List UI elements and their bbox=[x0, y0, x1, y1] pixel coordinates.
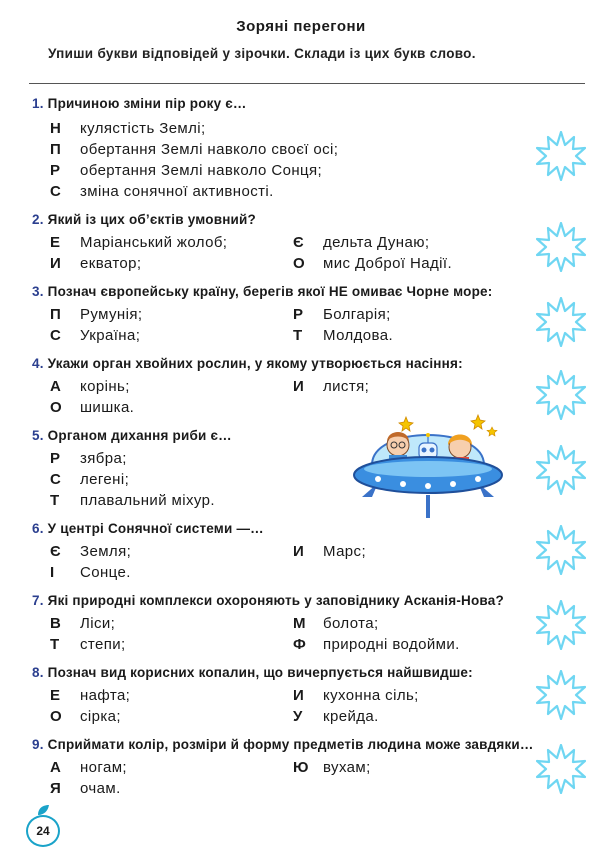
question-title: 4. Укажи орган хвойних рослин, у якому утворюється насіння: bbox=[32, 356, 463, 371]
divider bbox=[29, 83, 585, 84]
answer-star-8[interactable] bbox=[536, 670, 586, 720]
ufo-illustration bbox=[348, 405, 508, 523]
question-title: 9. Сприймати колір, розміри й форму предметів людина може завдяки… bbox=[32, 737, 534, 752]
answer-star-3[interactable] bbox=[536, 297, 586, 347]
page-number: 24 bbox=[26, 815, 60, 847]
answer-star-6[interactable] bbox=[536, 525, 586, 575]
question-title: 6. У центрі Сонячної системи —… bbox=[32, 521, 264, 536]
answer-star-9[interactable] bbox=[536, 744, 586, 794]
answer-star-4[interactable] bbox=[536, 370, 586, 420]
answer-star-7[interactable] bbox=[536, 600, 586, 650]
question-title: 2. Який із цих об’єктів умовний? bbox=[32, 212, 256, 227]
question-title: 1. Причиною зміни пір року є… bbox=[32, 96, 247, 111]
question-title: 3. Познач європейську країну, берегів якої НЕ омиває Чорне море: bbox=[32, 284, 493, 299]
answer-star-1[interactable] bbox=[536, 131, 586, 181]
question-title: 8. Познач вид корисних копалин, що вичерпується найшвидше: bbox=[32, 665, 473, 680]
page-title: Зоряні перегони bbox=[236, 18, 366, 35]
answer-star-5[interactable] bbox=[536, 445, 586, 495]
instructions: Упиши букви відповідей у зірочки. Склади із цих букв слово. bbox=[48, 46, 476, 61]
question-title: 5. Органом дихання риби є… bbox=[32, 428, 232, 443]
question-title: 7. Які природні комплекси охороняють у заповіднику Асканія-Нова? bbox=[32, 593, 504, 608]
answer-star-2[interactable] bbox=[536, 222, 586, 272]
